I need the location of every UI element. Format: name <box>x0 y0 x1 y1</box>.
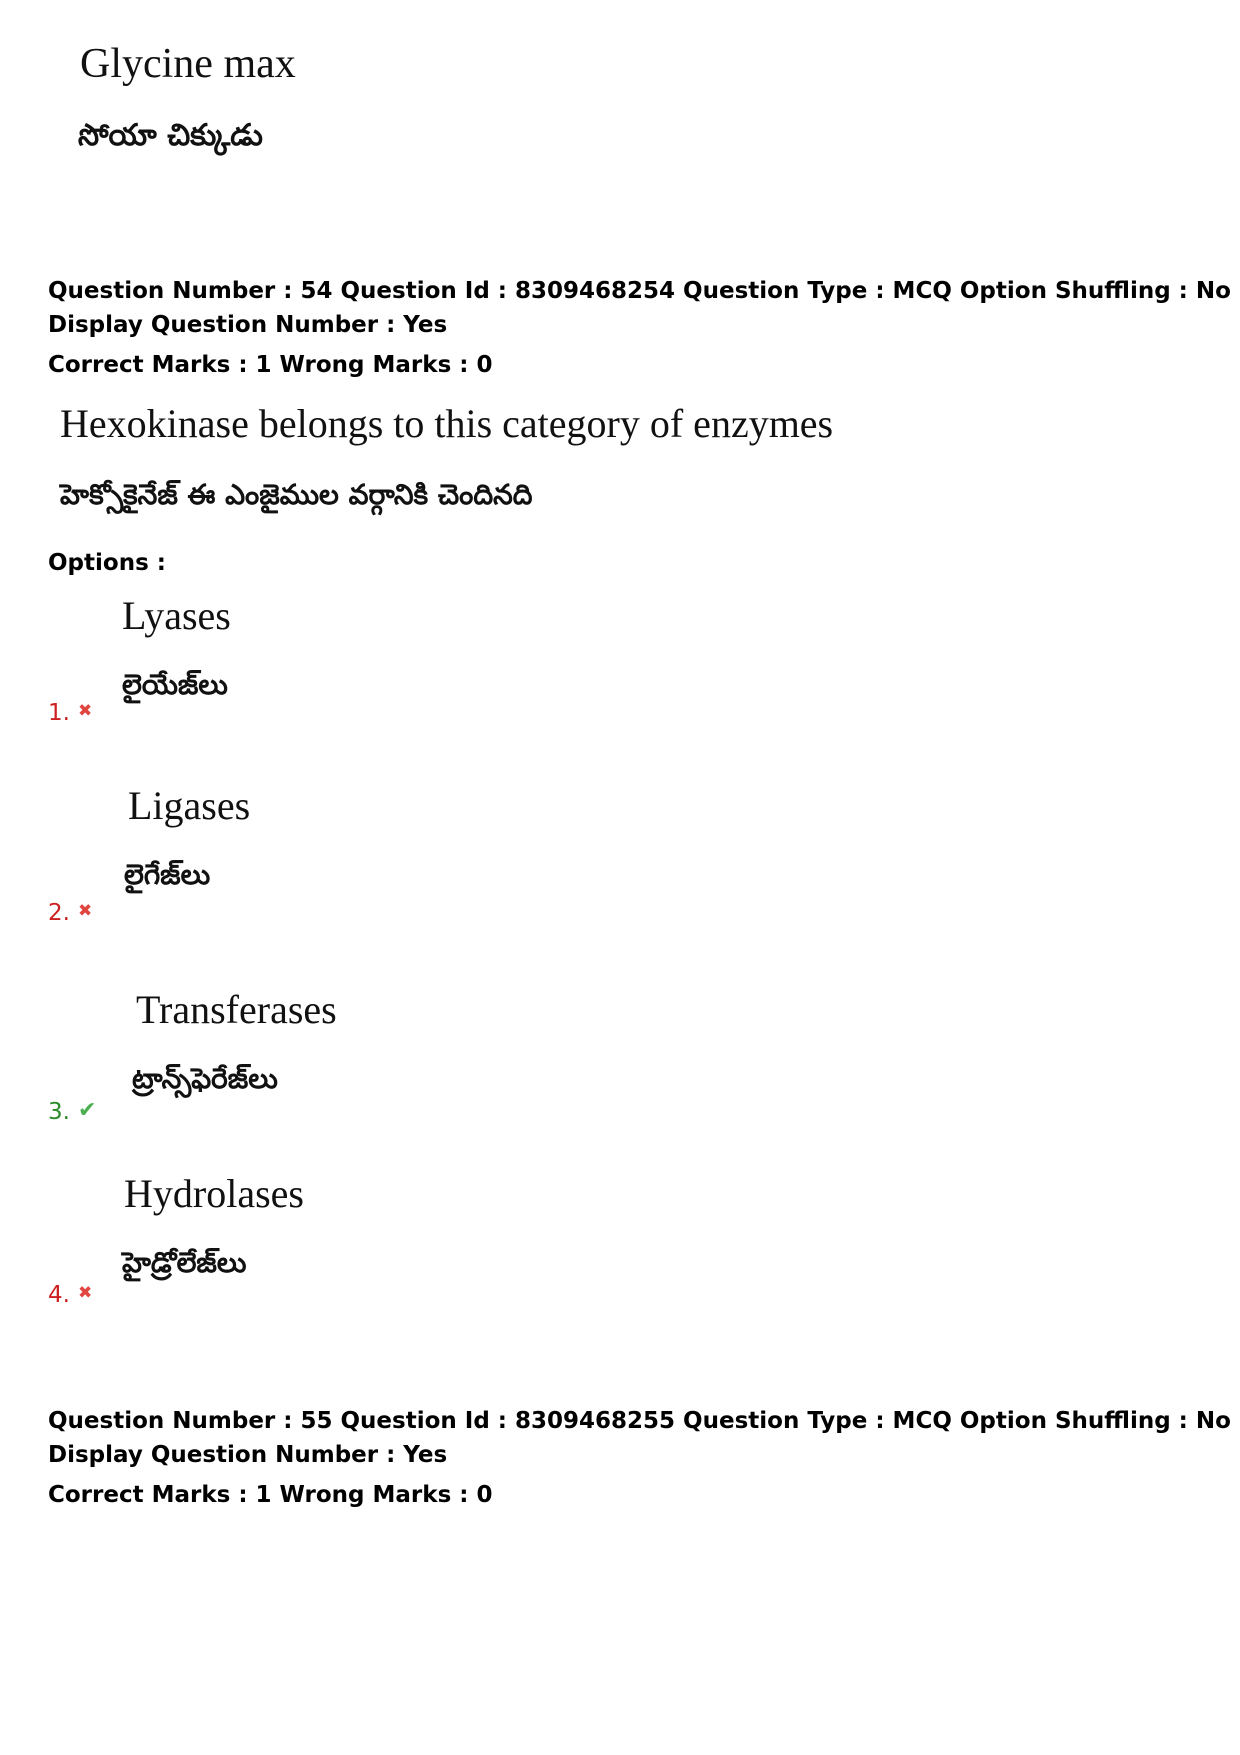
question-55-display: Display Question Number : Yes <box>48 1442 448 1468</box>
prev-answer-english: Glycine max <box>80 41 296 87</box>
option-3-english: Transferases <box>136 987 337 1032</box>
option-3-telugu: ట్రాన్స్‌ఫెరేజ్‌లు <box>132 1062 278 1095</box>
question-54-text-telugu: హెక్సోకైనేజ్ ఈ ఎంజైముల వర్గానికి చెందినది <box>60 478 533 511</box>
option-3-number: 3. ✔ <box>48 1098 97 1125</box>
option-4-number: 4. ✖ <box>48 1282 93 1308</box>
cross-icon: ✖ <box>77 701 93 721</box>
cross-icon: ✖ <box>77 901 93 921</box>
option-1-telugu: లైయేజ్‌లు <box>122 668 228 701</box>
prev-answer-telugu: సోయా చిక్కుడు <box>78 118 263 153</box>
question-54-text-english: Hexokinase belongs to this category of enzymes <box>60 401 834 446</box>
check-icon: ✔ <box>77 1098 97 1123</box>
question-54-display: Display Question Number : Yes <box>48 312 448 338</box>
option-1-number: 1. ✖ <box>48 700 93 726</box>
question-54-marks: Correct Marks : 1 Wrong Marks : 0 <box>48 352 493 378</box>
option-1-english: Lyases <box>122 593 231 638</box>
option-2-english: Ligases <box>128 783 251 828</box>
option-4-telugu: హైడ్రోలేజ్‌లు <box>122 1246 247 1279</box>
question-55-marks: Correct Marks : 1 Wrong Marks : 0 <box>48 1482 493 1508</box>
cross-icon: ✖ <box>77 1283 93 1303</box>
option-2-telugu: లైగేజ్‌లు <box>124 858 211 891</box>
option-4-english: Hydrolases <box>124 1171 304 1216</box>
options-label: Options : <box>48 550 166 576</box>
question-55-meta: Question Number : 55 Question Id : 8309468255 Question Type : MCQ Option Shuffling : No <box>48 1408 1231 1434</box>
question-54-meta: Question Number : 54 Question Id : 8309468254 Question Type : MCQ Option Shuffling : No <box>48 278 1231 304</box>
option-2-number: 2. ✖ <box>48 900 93 926</box>
